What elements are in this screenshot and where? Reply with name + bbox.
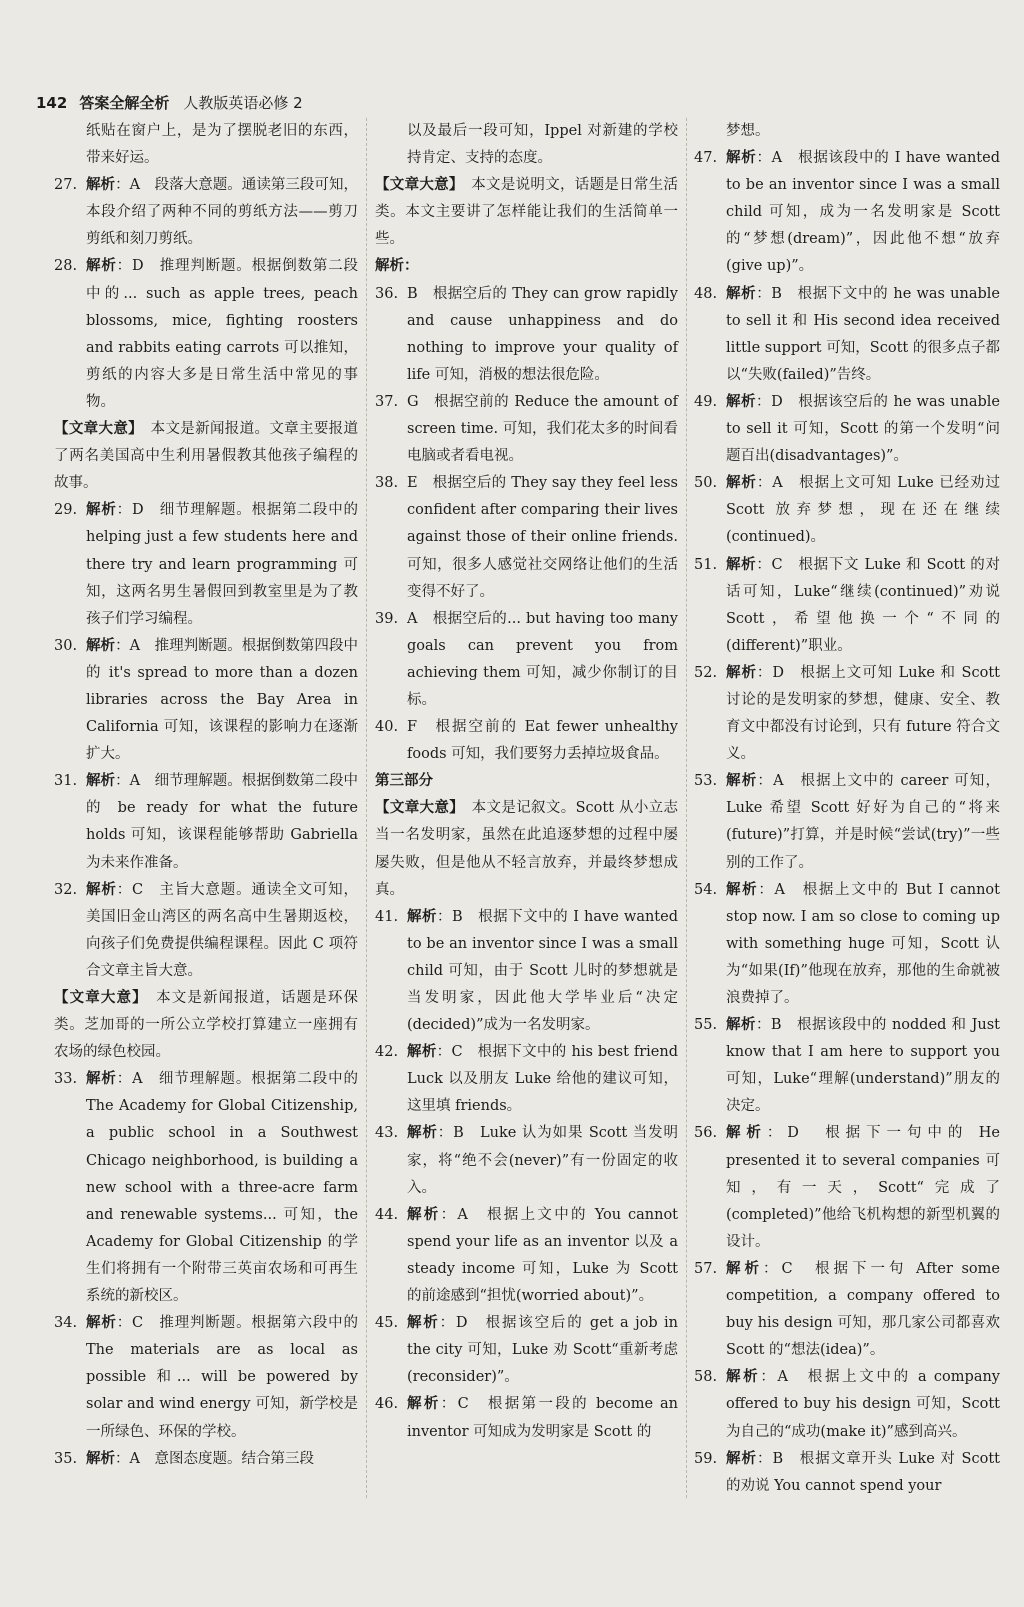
- analysis-label: 解析: [726, 150, 757, 167]
- item-number: 44.: [375, 1206, 399, 1223]
- analysis-label: 解析: [726, 1260, 763, 1277]
- analysis-label: 解析: [86, 881, 117, 898]
- item-number: 37.: [375, 393, 399, 410]
- column-left: [54, 118, 358, 1473]
- item-text: ：D 细节理解题。根据第二段中的 helping just a few students here and there try and learn programming 可知，这两名男生暑假回到教室里是为了教孩子们学习编程。: [86, 502, 359, 627]
- analysis-label: 解析: [86, 502, 117, 519]
- answer-item: [375, 606, 678, 714]
- item-number: 30.: [54, 637, 78, 654]
- continued-text: 梦想。: [726, 123, 770, 139]
- analysis-label: 解析: [726, 1125, 767, 1142]
- answer-item: [694, 1446, 1000, 1500]
- summary-text: 本文是新闻报道。文章主要报道了两名美国高中生利用暑假教其他孩子编程的故事。: [54, 421, 359, 492]
- item-text: ：B Luke 认为如果 Scott 当发明家，将“绝不会(never)”有一份固定的收入。: [407, 1125, 678, 1196]
- analysis-label: 解析: [86, 1071, 117, 1088]
- continued-text: 纸贴在窗户上，是为了摆脱老旧的东西，带来好运。: [86, 123, 358, 167]
- item-number: 31.: [54, 773, 78, 790]
- analysis-label: 解析: [86, 637, 116, 654]
- analysis-label: 解析: [726, 475, 757, 492]
- summary-text: 本文是记叙文。Scott 从小立志当一名发明家，虽然在此追逐梦想的过程中屡屡失败，但是他从不轻言放弃，并最终梦想成真。: [375, 800, 679, 898]
- item-text: ：B 根据下文中的 I have wanted to be an inventor since I was a small child 可知，由于 Scott 儿时的梦想就是当发明家，因此他大学毕业后“决定(decided)”成为一名发明家。: [407, 908, 678, 1034]
- analysis-label: 解析: [86, 258, 117, 275]
- answer-item: [375, 281, 678, 389]
- header-title: 答案全解全析: [79, 94, 170, 112]
- analysis-label: 解析: [726, 773, 758, 790]
- item-text: ：D 根据该空后的 get a job in the city 可知，Luke 劝 Scott“重新考虑(reconsider)”。: [407, 1315, 678, 1386]
- item-number: 42.: [375, 1044, 399, 1061]
- item-number: 46.: [375, 1396, 399, 1413]
- item-number: 27.: [54, 177, 78, 194]
- analysis-label: 解析: [726, 1450, 758, 1467]
- answer-item: [694, 1120, 1000, 1255]
- answer-item: [375, 714, 678, 768]
- item-text: ：B 根据文章开头 Luke 对 Scott 的劝说 You cannot spend your: [726, 1450, 1000, 1494]
- answer-item: [54, 253, 358, 416]
- answer-item: [375, 904, 678, 1039]
- analysis-label: 解析: [86, 177, 116, 194]
- item-number: 40.: [375, 719, 399, 736]
- item-number: 41.: [375, 908, 399, 925]
- answer-item: [694, 389, 1000, 470]
- item-text: ：B 根据下文中的 he was unable to sell it 和 His second idea received little support 可知，Scott 的很多点子都以“失败(failed)”告终。: [726, 285, 1000, 383]
- answer-item: [694, 660, 1000, 768]
- page-number: 142: [36, 94, 68, 112]
- item-text: ：C 根据第一段的 become an inventor 可知成为发明家是 Scott 的: [407, 1396, 678, 1440]
- analysis-label: 解析: [407, 1125, 438, 1142]
- analysis-label: 解析: [726, 1017, 756, 1034]
- answer-item: [54, 497, 358, 632]
- item-text: F 根据空前的 Eat fewer unhealthy foods 可知，我们要努力丢掉垃圾食品。: [407, 719, 678, 763]
- answer-item: [54, 172, 358, 253]
- item-number: 57.: [694, 1260, 718, 1277]
- header-book: 人教版英语必修 2: [183, 94, 303, 112]
- item-text: ：C 推理判断题。根据第六段中的 The materials are as local as possible 和... will be powered by solar and wind energy 可知，新学校是一所绿色、环保的学校。: [86, 1315, 359, 1440]
- item-number: 35.: [54, 1450, 78, 1467]
- answer-item: [694, 552, 1000, 660]
- answer-item: [54, 633, 358, 768]
- item-text: ：A 细节理解题。根据倒数第二段中的 be ready for what the future holds 可知，该课程能够帮助 Gabriella 为未来作准备。: [86, 773, 358, 871]
- analysis-label: 解析: [407, 908, 437, 925]
- item-text: G 根据空前的 Reduce the amount of screen time. 可知，我们花太多的时间看电脑或者看电视。: [407, 393, 678, 465]
- answer-item: [54, 1310, 358, 1445]
- item-text: E 根据空后的 They say they feel less confident after comparing their lives against those of their online friends. 可知，很多人感觉社交网络让他们的生活变得不好了。: [407, 475, 678, 600]
- item-number: 48.: [694, 285, 718, 302]
- item-text: ：A 意图态度题。结合第三段: [115, 1450, 314, 1467]
- answer-item: [375, 1310, 678, 1391]
- answer-item: [375, 470, 678, 605]
- item-text: A 根据空后的... but having too many goals can prevent you from achieving them 可知，减少你制订的目标。: [407, 610, 678, 708]
- answer-item: [694, 470, 1000, 551]
- answer-item: [375, 389, 678, 470]
- item-text: ：A 根据上文可知 Luke 已经劝过 Scott 放弃梦想，现在还在继续(continued)。: [726, 475, 1000, 546]
- item-number: 38.: [375, 475, 399, 492]
- item-number: 58.: [694, 1369, 718, 1386]
- item-number: 55.: [694, 1017, 718, 1034]
- answer-item: [694, 877, 1000, 1012]
- answer-item: [694, 145, 1000, 280]
- item-text: ：D 根据该空后的 he was unable to sell it 可知，Scott 的第一个发明“问题百出(disadvantages)”。: [726, 393, 1000, 465]
- summary-paragraph: [375, 795, 678, 903]
- item-number: 45.: [375, 1315, 399, 1332]
- column-middle: [375, 118, 678, 1446]
- analysis-label: 解析: [86, 773, 116, 790]
- column-divider: [686, 118, 687, 1498]
- page-header: [36, 92, 303, 113]
- continued-text: 以及最后一段可知，Ippel 对新建的学校持肯定、支持的态度。: [407, 123, 678, 167]
- answer-item: [54, 877, 358, 985]
- summary-paragraph: [375, 172, 678, 253]
- item-text: ：D 根据下一句中的 He presented it to several companies 可知，有一天，Scott“完成了(completed)”他给飞机构想的新型机翼的设计。: [726, 1125, 1000, 1250]
- answer-item: [694, 1012, 1000, 1120]
- summary-tag: 【文章大意】: [375, 177, 457, 194]
- item-number: 32.: [54, 881, 78, 898]
- answer-item: [54, 1066, 358, 1310]
- analysis-label: 解析: [407, 1206, 441, 1223]
- item-text: ：A 根据上文中的 You cannot spend your life as an inventor 以及 a steady income 可知，Luke 为 Scott 的前途感到“担忧(worried about)”。: [407, 1206, 678, 1305]
- item-number: 43.: [375, 1125, 399, 1142]
- summary-text: 本文是新闻报道，话题是环保类。芝加哥的一所公立学校打算建立一座拥有农场的绿色校园。: [54, 990, 359, 1061]
- analysis-label: 解析: [726, 285, 757, 302]
- summary-paragraph: [54, 416, 358, 497]
- answer-item: [54, 1446, 358, 1473]
- answer-item: [375, 1039, 678, 1120]
- item-number: 34.: [54, 1315, 78, 1332]
- item-text: ：C 主旨大意题。通读全文可知，美国旧金山湾区的两名高中生暑期返校，向孩子们免费提供编程课程。因此 C 项符合文章主旨大意。: [86, 881, 359, 979]
- item-text: ：C 根据下文中的 his best friend Luck 以及朋友 Luke 给他的建议可知，这里填 friends。: [407, 1044, 679, 1115]
- analysis-label: 解析: [726, 664, 757, 681]
- analysis-label: 解析: [726, 556, 757, 573]
- item-text: ：D 根据上文可知 Luke 和 Scott 讨论的是发明家的梦想，健康、安全、教育文中都没有讨论到，只有 future 符合文义。: [726, 664, 1000, 763]
- item-text: ：A 段落大意题。通读第三段可知，本段介绍了两种不同的剪纸方法——剪刀剪纸和刻刀剪纸。: [86, 177, 358, 248]
- item-text: ：A 根据上文中的 career 可知，Luke 希望 Scott 好好为自己的“将来(future)”打算，并是时候“尝试(try)”一些别的工作了。: [726, 773, 1000, 871]
- item-number: 54.: [694, 881, 718, 898]
- item-number: 56.: [694, 1125, 718, 1142]
- answer-item: [375, 1202, 678, 1310]
- answer-item: [54, 768, 358, 876]
- item-text: ：B 根据该段中的 nodded 和 Just know that I am here to support you 可知，Luke“理解(understand)”朋友的决定。: [726, 1017, 1000, 1115]
- item-text: ：D 推理判断题。根据倒数第二段中的... such as apple trees, peach blossoms, mice, fighting roosters and rabbits eating carrots 可以推知，剪纸的内容大多是日常生活中常见的事物。: [86, 258, 359, 410]
- analysis-label: 解析: [407, 1396, 441, 1413]
- analysis-label: 解析: [86, 1315, 117, 1332]
- section-heading: 第三部分: [375, 773, 433, 790]
- column-right: [694, 118, 1000, 1500]
- column-divider: [366, 118, 367, 1498]
- item-text: ：A 推理判断题。根据倒数第四段中的 it's spread to more than a dozen libraries across the Bay Area in California 可知，该课程的影响力在逐渐扩大。: [86, 637, 358, 763]
- answer-item: [694, 1256, 1000, 1364]
- analysis-label: 解析: [726, 1369, 761, 1386]
- item-number: 39.: [375, 610, 399, 627]
- answer-item: [694, 768, 1000, 876]
- analysis-label: 解析: [86, 1450, 115, 1467]
- answer-item: [375, 1391, 678, 1445]
- item-number: 28.: [54, 258, 78, 275]
- item-number: 52.: [694, 664, 718, 681]
- item-number: 49.: [694, 393, 718, 410]
- answer-item: [375, 1120, 678, 1201]
- item-number: 51.: [694, 556, 718, 573]
- item-text: B 根据空后的 They can grow rapidly and cause unhappiness and do nothing to improve your quality of life 可知，消极的想法很危险。: [407, 285, 678, 383]
- summary-tag: 【文章大意】: [54, 421, 136, 438]
- item-text: ：C 根据下一句 After some competition, a company offered to buy his design 可知，那几家公司都喜欢 Scott 的“想法(idea)”。: [726, 1260, 1000, 1359]
- analysis-label: 解析: [726, 393, 757, 410]
- item-text: ：A 根据上文中的 a company offered to buy his design 可知，Scott 为自己的“成功(make it)”感到高兴。: [726, 1369, 1000, 1440]
- item-text: ：C 根据下文 Luke 和 Scott 的对话可知，Luke“继续(continued)”劝说 Scott，希望他换一个“不同的(different)”职业。: [726, 556, 1000, 654]
- summary-text: 本文是说明文，话题是日常生活类。本文主要讲了怎样能让我们的生活简单一些。: [375, 177, 679, 248]
- item-text: ：A 根据该段中的 I have wanted to be an inventor since I was a small child 可知，成为一名发明家是 Scott 的“梦想(dream)”，因此他不想“放弃(give up)”。: [726, 150, 1000, 275]
- item-number: 53.: [694, 773, 718, 790]
- answer-item: [694, 1364, 1000, 1445]
- analysis-label: 解析: [407, 1044, 437, 1061]
- item-number: 33.: [54, 1071, 78, 1088]
- analysis-label: 解析: [407, 1315, 440, 1332]
- item-text: ：A 根据上文中的 But I cannot stop now. I am so close to coming up with something huge 可知，Scott 认为“如果(If)”他现在放弃，那他的生命就被浪费掉了。: [726, 881, 1000, 1006]
- item-number: 36.: [375, 285, 399, 302]
- summary-paragraph: [54, 985, 358, 1066]
- item-number: 59.: [694, 1450, 718, 1467]
- answer-item: [694, 281, 1000, 389]
- analysis-label: 解析: [726, 881, 759, 898]
- section-heading: 解析：: [375, 258, 419, 275]
- item-number: 47.: [694, 150, 718, 167]
- item-number: 50.: [694, 475, 718, 492]
- item-number: 29.: [54, 502, 78, 519]
- summary-tag: 【文章大意】: [375, 800, 457, 817]
- summary-tag: 【文章大意】: [54, 990, 141, 1006]
- item-text: ：A 细节理解题。根据第二段中的 The Academy for Global Citizenship, a public school in a Southwest Chicago neighborhood, is building a new school with a three-acre farm and renewable systems... 可知，the Academy for Global Citizenship 的学生们将拥有一个附带三英亩农场和可再生系统的新校区。: [86, 1071, 359, 1305]
